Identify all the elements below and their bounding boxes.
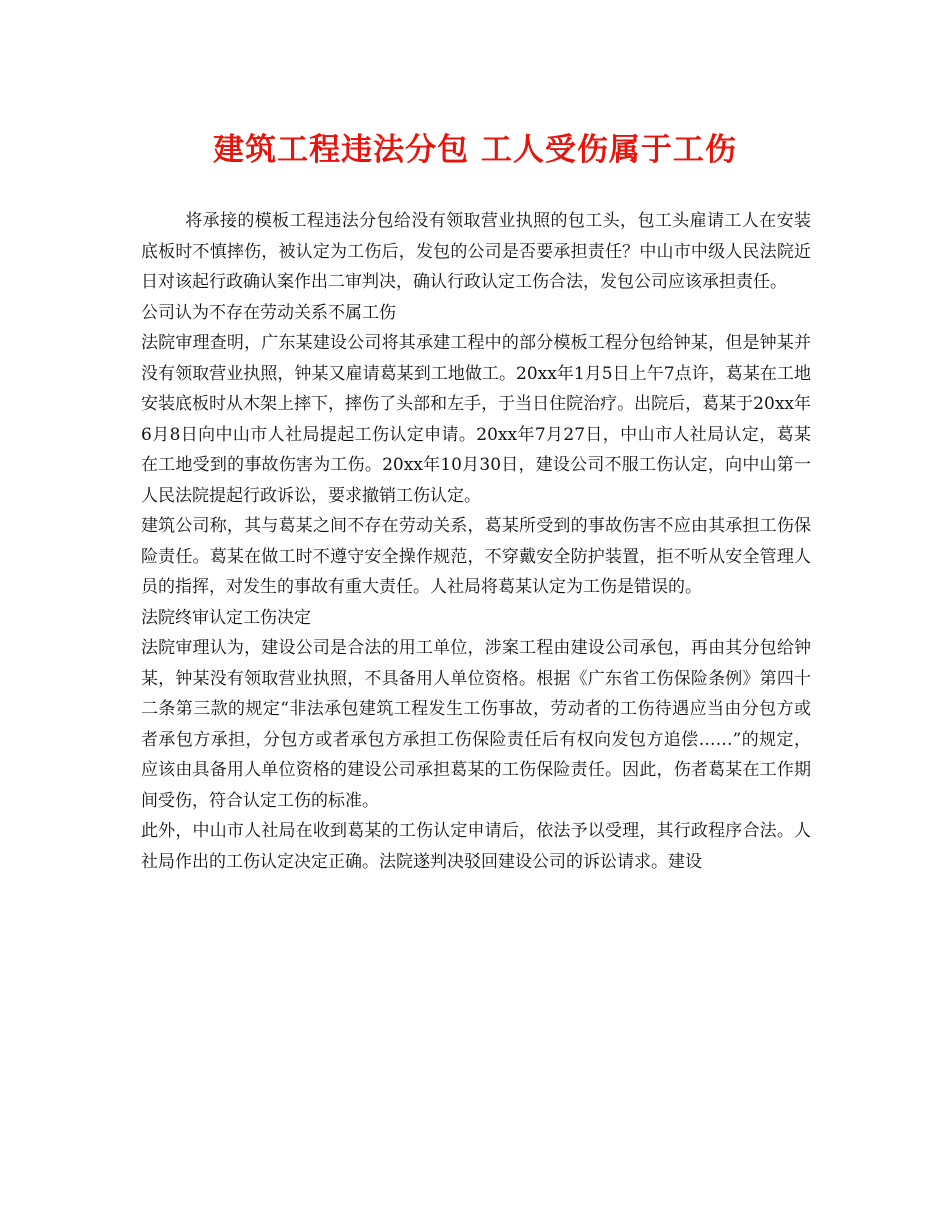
section-heading-final-ruling: 法院终审认定工伤决定 — [141, 607, 311, 628]
paragraph-court-reasoning: 法院审理认为，建设公司是合法的用工单位，涉案工程由建设公司承包，再由其分包给钟某，钟某没有领取营业执照，不具备用人单位资格。根据《广东省工伤保险条例》第四十二条第三款的规定“非法承包建筑工程发生工伤事故，劳动者的工伤待遇应当由分包方或者承包方承担，分包方或者承包方承担工伤保险责任后有权向发包方追偿……”的规定，应该由具备用人单位资格的建设公司承担葛某的工伤保险责任。因此，伤者葛某在工作期间受伤，符合认定工伤的标准。 — [141, 638, 811, 811]
document-body — [141, 206, 811, 877]
paragraph-intro: 将承接的模板工程违法分包给没有领取营业执照的包工头，包工头雇请工人在安装底板时不慎摔伤，被认定为工伤后，发包的公司是否要承担责任？中山市中级人民法院近日对该起行政确认案作出二审判决，确认行政认定工伤合法，发包公司应该承担责任。 — [141, 211, 811, 292]
section-heading-company-view: 公司认为不存在劳动关系不属工伤 — [141, 302, 396, 323]
paragraph-company-claim: 建筑公司称，其与葛某之间不存在劳动关系，葛某所受到的事故伤害不应由其承担工伤保险责任。葛某在做工时不遵守安全操作规范，不穿戴安全防护装置，拒不听从安全管理人员的指挥，对发生的事故有重大责任。人社局将葛某认定为工伤是错误的。 — [141, 516, 811, 597]
paragraph-conclusion: 此外，中山市人社局在收到葛某的工伤认定申请后，依法予以受理，其行政程序合法。人社局作出的工伤认定决定正确。法院遂判决驳回建设公司的诉讼请求。建设 — [141, 821, 811, 872]
document-title: 建筑工程违法分包 工人受伤属于工伤 — [213, 132, 737, 168]
paragraph-court-findings: 法院审理查明，广东某建设公司将其承建工程中的部分模板工程分包给钟某，但是钟某并没有领取营业执照，钟某又雇请葛某到工地做工。20xx年1月5日上午7点许，葛某在工地安装底板时从木架上摔下，摔伤了头部和左手，于当日住院治疗。出院后，葛某于20xx年6月8日向中山市人社局提起工伤认定申请。20xx年7月27日，中山市人社局认定，葛某在工地受到的事故伤害为工伤。20xx年10月30日，建设公司不服工伤认定，向中山第一人民法院提起行政诉讼，要求撤销工伤认定。 — [141, 333, 811, 506]
